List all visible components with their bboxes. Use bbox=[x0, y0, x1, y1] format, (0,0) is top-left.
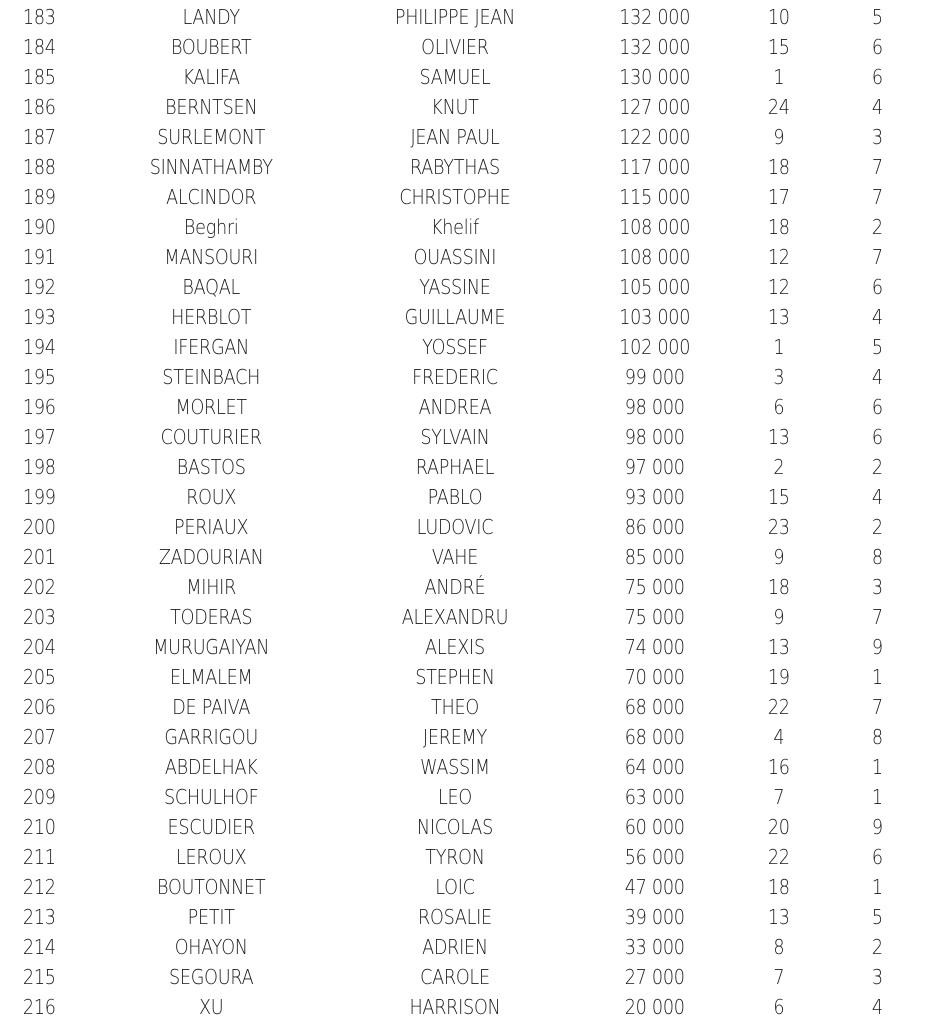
rank-cell: 190 bbox=[22, 215, 56, 239]
last-name-cell: LEROUX bbox=[176, 845, 247, 869]
rank-cell: 207 bbox=[22, 725, 56, 749]
last-name-cell: IFERGAN bbox=[173, 335, 250, 359]
last-name-cell: SEGOURA bbox=[169, 965, 254, 989]
amount-cell: 108 000 bbox=[619, 245, 691, 269]
score-cell: 3 bbox=[871, 965, 883, 989]
count-cell: 13 bbox=[767, 425, 790, 449]
first-name-cell: PABLO bbox=[427, 485, 483, 509]
first-name-cell: JEAN PAUL bbox=[410, 125, 500, 149]
last-name-cell: ELMALEM bbox=[169, 665, 253, 689]
first-name-cell: NICOLAS bbox=[416, 815, 493, 839]
score-cell: 4 bbox=[871, 305, 883, 329]
amount-cell: 127 000 bbox=[619, 95, 691, 119]
first-name-cell: SAMUEL bbox=[419, 65, 491, 89]
count-cell: 17 bbox=[767, 185, 790, 209]
count-cell: 24 bbox=[767, 95, 790, 119]
first-name-cell: CHRISTOPHE bbox=[399, 185, 511, 209]
first-name-cell: ALEXIS bbox=[425, 635, 485, 659]
count-cell: 6 bbox=[773, 995, 785, 1019]
score-cell: 1 bbox=[871, 665, 883, 689]
table-row bbox=[0, 152, 935, 182]
first-name-cell: ADRIEN bbox=[422, 935, 488, 959]
last-name-cell: LANDY bbox=[182, 5, 240, 29]
score-cell: 2 bbox=[871, 215, 883, 239]
amount-cell: 122 000 bbox=[619, 125, 691, 149]
score-cell: 8 bbox=[871, 545, 883, 569]
amount-cell: 27 000 bbox=[624, 965, 685, 989]
last-name-cell: SURLEMONT bbox=[157, 125, 266, 149]
count-cell: 9 bbox=[773, 545, 785, 569]
score-cell: 1 bbox=[871, 875, 883, 899]
table-row bbox=[0, 842, 935, 872]
amount-cell: 105 000 bbox=[619, 275, 691, 299]
first-name-cell: PHILIPPE JEAN bbox=[394, 5, 515, 29]
amount-cell: 56 000 bbox=[624, 845, 685, 869]
first-name-cell: RABYTHAS bbox=[409, 155, 500, 179]
rank-cell: 214 bbox=[22, 935, 56, 959]
table-row bbox=[0, 242, 935, 272]
amount-cell: 103 000 bbox=[619, 305, 691, 329]
first-name-cell: ALEXANDRU bbox=[401, 605, 509, 629]
table-row bbox=[0, 182, 935, 212]
first-name-cell: LUDOVIC bbox=[416, 515, 494, 539]
score-cell: 5 bbox=[871, 5, 883, 29]
first-name-cell: HARRISON bbox=[409, 995, 501, 1019]
first-name-cell: LOIC bbox=[435, 875, 475, 899]
last-name-cell: BASTOS bbox=[176, 455, 246, 479]
score-cell: 4 bbox=[871, 485, 883, 509]
table-row bbox=[0, 302, 935, 332]
count-cell: 13 bbox=[767, 635, 790, 659]
score-cell: 4 bbox=[871, 995, 883, 1019]
table-row bbox=[0, 212, 935, 242]
rank-cell: 185 bbox=[22, 65, 56, 89]
first-name-cell: FREDERIC bbox=[412, 365, 498, 389]
score-cell: 5 bbox=[871, 905, 883, 929]
table-row bbox=[0, 482, 935, 512]
last-name-cell: KALIFA bbox=[182, 65, 240, 89]
score-cell: 6 bbox=[871, 65, 883, 89]
rank-cell: 205 bbox=[22, 665, 56, 689]
table-row bbox=[0, 782, 935, 812]
score-cell: 6 bbox=[871, 275, 883, 299]
amount-cell: 115 000 bbox=[619, 185, 691, 209]
amount-cell: 98 000 bbox=[624, 425, 685, 449]
rank-cell: 195 bbox=[22, 365, 56, 389]
last-name-cell: MIHIR bbox=[186, 575, 237, 599]
first-name-cell: KNUT bbox=[431, 95, 479, 119]
rank-cell: 199 bbox=[22, 485, 56, 509]
first-name-cell: JEREMY bbox=[422, 725, 487, 749]
first-name-cell: Khelif bbox=[430, 215, 479, 239]
first-name-cell: STEPHEN bbox=[415, 665, 495, 689]
rank-cell: 186 bbox=[22, 95, 56, 119]
first-name-cell: WASSIM bbox=[420, 755, 490, 779]
last-name-cell: MANSOURI bbox=[164, 245, 259, 269]
first-name-cell: LEO bbox=[437, 785, 472, 809]
first-name-cell: TYRON bbox=[425, 845, 485, 869]
table-row bbox=[0, 962, 935, 992]
count-cell: 1 bbox=[773, 335, 785, 359]
rank-cell: 197 bbox=[22, 425, 56, 449]
score-cell: 6 bbox=[871, 35, 883, 59]
table-row bbox=[0, 932, 935, 962]
amount-cell: 64 000 bbox=[624, 755, 685, 779]
amount-cell: 99 000 bbox=[624, 365, 685, 389]
amount-cell: 130 000 bbox=[619, 65, 691, 89]
rank-cell: 212 bbox=[22, 875, 56, 899]
table-row bbox=[0, 902, 935, 932]
first-name-cell: VAHE bbox=[431, 545, 479, 569]
amount-cell: 75 000 bbox=[624, 605, 685, 629]
amount-cell: 86 000 bbox=[624, 515, 685, 539]
count-cell: 9 bbox=[773, 605, 785, 629]
amount-cell: 70 000 bbox=[624, 665, 685, 689]
score-cell: 4 bbox=[871, 365, 883, 389]
rank-cell: 216 bbox=[22, 995, 56, 1019]
amount-cell: 132 000 bbox=[619, 35, 691, 59]
count-cell: 15 bbox=[767, 485, 790, 509]
last-name-cell: GARRIGOU bbox=[164, 725, 258, 749]
table-row bbox=[0, 572, 935, 602]
table-row bbox=[0, 662, 935, 692]
table-row bbox=[0, 2, 935, 32]
last-name-cell: DE PAIVA bbox=[172, 695, 251, 719]
count-cell: 7 bbox=[773, 965, 785, 989]
score-cell: 7 bbox=[871, 605, 883, 629]
rank-cell: 187 bbox=[22, 125, 56, 149]
amount-cell: 97 000 bbox=[624, 455, 685, 479]
rank-cell: 209 bbox=[22, 785, 56, 809]
rank-cell: 191 bbox=[22, 245, 56, 269]
table-row bbox=[0, 92, 935, 122]
first-name-cell: CAROLE bbox=[420, 965, 490, 989]
score-cell: 2 bbox=[871, 935, 883, 959]
table-row bbox=[0, 32, 935, 62]
score-cell: 7 bbox=[871, 245, 883, 269]
last-name-cell: ROUX bbox=[186, 485, 237, 509]
count-cell: 12 bbox=[767, 275, 790, 299]
first-name-cell: GUILLAUME bbox=[404, 305, 506, 329]
last-name-cell: BOUBERT bbox=[170, 35, 252, 59]
count-cell: 23 bbox=[767, 515, 790, 539]
table-row bbox=[0, 512, 935, 542]
count-cell: 12 bbox=[767, 245, 790, 269]
rank-cell: 201 bbox=[22, 545, 56, 569]
count-cell: 22 bbox=[767, 845, 790, 869]
rank-cell: 198 bbox=[22, 455, 56, 479]
first-name-cell: OUASSINI bbox=[413, 245, 497, 269]
table-row bbox=[0, 332, 935, 362]
rank-cell: 183 bbox=[22, 5, 56, 29]
table-row bbox=[0, 722, 935, 752]
score-cell: 4 bbox=[871, 95, 883, 119]
amount-cell: 39 000 bbox=[624, 905, 685, 929]
rank-cell: 204 bbox=[22, 635, 56, 659]
rank-cell: 188 bbox=[22, 155, 56, 179]
last-name-cell: TODERAS bbox=[170, 605, 253, 629]
count-cell: 13 bbox=[767, 905, 790, 929]
amount-cell: 33 000 bbox=[624, 935, 685, 959]
last-name-cell: OHAYON bbox=[174, 935, 248, 959]
rank-cell: 194 bbox=[22, 335, 56, 359]
last-name-cell: XU bbox=[198, 995, 224, 1019]
count-cell: 7 bbox=[773, 785, 785, 809]
rank-cell: 192 bbox=[22, 275, 56, 299]
amount-cell: 75 000 bbox=[624, 575, 685, 599]
score-cell: 3 bbox=[871, 125, 883, 149]
score-cell: 1 bbox=[871, 785, 883, 809]
score-cell: 2 bbox=[871, 515, 883, 539]
last-name-cell: ALCINDOR bbox=[166, 185, 257, 209]
first-name-cell: YOSSEF bbox=[422, 335, 488, 359]
rank-cell: 208 bbox=[22, 755, 56, 779]
last-name-cell: SINNATHAMBY bbox=[149, 155, 273, 179]
score-cell: 2 bbox=[871, 455, 883, 479]
count-cell: 22 bbox=[767, 695, 790, 719]
amount-cell: 47 000 bbox=[624, 875, 685, 899]
amount-cell: 60 000 bbox=[624, 815, 685, 839]
rank-cell: 193 bbox=[22, 305, 56, 329]
table-row bbox=[0, 272, 935, 302]
amount-cell: 74 000 bbox=[624, 635, 685, 659]
count-cell: 8 bbox=[773, 935, 785, 959]
amount-cell: 68 000 bbox=[624, 725, 685, 749]
rank-cell: 184 bbox=[22, 35, 56, 59]
table-row bbox=[0, 542, 935, 572]
last-name-cell: BAQAL bbox=[182, 275, 241, 299]
last-name-cell: BOUTONNET bbox=[156, 875, 266, 899]
count-cell: 18 bbox=[767, 215, 790, 239]
last-name-cell: ESCUDIER bbox=[167, 815, 255, 839]
count-cell: 1 bbox=[773, 65, 785, 89]
last-name-cell: MORLET bbox=[175, 395, 247, 419]
rank-cell: 196 bbox=[22, 395, 56, 419]
amount-cell: 85 000 bbox=[624, 545, 685, 569]
score-cell: 3 bbox=[871, 575, 883, 599]
score-cell: 7 bbox=[871, 155, 883, 179]
last-name-cell: HERBLOT bbox=[171, 305, 252, 329]
table-row bbox=[0, 812, 935, 842]
first-name-cell: YASSINE bbox=[419, 275, 491, 299]
rank-cell: 203 bbox=[22, 605, 56, 629]
amount-cell: 68 000 bbox=[624, 695, 685, 719]
table-row bbox=[0, 122, 935, 152]
score-cell: 1 bbox=[871, 755, 883, 779]
rank-cell: 211 bbox=[22, 845, 56, 869]
first-name-cell: ANDRÉ bbox=[424, 575, 486, 599]
table-row bbox=[0, 602, 935, 632]
last-name-cell: ZADOURIAN bbox=[158, 545, 264, 569]
amount-cell: 132 000 bbox=[619, 5, 691, 29]
amount-cell: 98 000 bbox=[624, 395, 685, 419]
count-cell: 18 bbox=[767, 575, 790, 599]
score-cell: 6 bbox=[871, 395, 883, 419]
count-cell: 10 bbox=[767, 5, 790, 29]
amount-cell: 117 000 bbox=[619, 155, 691, 179]
table-row bbox=[0, 692, 935, 722]
table-row bbox=[0, 62, 935, 92]
table-row bbox=[0, 362, 935, 392]
count-cell: 4 bbox=[773, 725, 785, 749]
count-cell: 15 bbox=[767, 35, 790, 59]
rank-cell: 189 bbox=[22, 185, 56, 209]
table-row bbox=[0, 632, 935, 662]
score-cell: 7 bbox=[871, 695, 883, 719]
count-cell: 13 bbox=[767, 305, 790, 329]
first-name-cell: ROSALIE bbox=[418, 905, 492, 929]
amount-cell: 20 000 bbox=[624, 995, 685, 1019]
last-name-cell: PERIAUX bbox=[174, 515, 249, 539]
count-cell: 18 bbox=[767, 875, 790, 899]
table-row bbox=[0, 992, 935, 1022]
amount-cell: 102 000 bbox=[619, 335, 691, 359]
table-row bbox=[0, 452, 935, 482]
rank-cell: 206 bbox=[22, 695, 56, 719]
count-cell: 19 bbox=[767, 665, 790, 689]
table-row bbox=[0, 392, 935, 422]
rank-cell: 213 bbox=[22, 905, 56, 929]
score-cell: 6 bbox=[871, 425, 883, 449]
score-cell: 9 bbox=[871, 635, 883, 659]
count-cell: 9 bbox=[773, 125, 785, 149]
first-name-cell: OLIVIER bbox=[421, 35, 489, 59]
score-cell: 7 bbox=[871, 185, 883, 209]
table-row bbox=[0, 752, 935, 782]
last-name-cell: STEINBACH bbox=[162, 365, 261, 389]
first-name-cell: RAPHAEL bbox=[415, 455, 495, 479]
first-name-cell: THEO bbox=[431, 695, 479, 719]
amount-cell: 93 000 bbox=[624, 485, 685, 509]
amount-cell: 108 000 bbox=[619, 215, 691, 239]
table-row bbox=[0, 422, 935, 452]
score-cell: 6 bbox=[871, 845, 883, 869]
rank-cell: 215 bbox=[22, 965, 56, 989]
count-cell: 16 bbox=[767, 755, 790, 779]
table-row bbox=[0, 872, 935, 902]
last-name-cell: BERNTSEN bbox=[165, 95, 258, 119]
amount-cell: 63 000 bbox=[624, 785, 685, 809]
count-cell: 2 bbox=[773, 455, 785, 479]
last-name-cell: Beghri bbox=[183, 215, 239, 239]
last-name-cell: MURUGAIYAN bbox=[153, 635, 270, 659]
count-cell: 3 bbox=[773, 365, 785, 389]
count-cell: 20 bbox=[767, 815, 790, 839]
score-cell: 8 bbox=[871, 725, 883, 749]
last-name-cell: PETIT bbox=[187, 905, 235, 929]
rank-cell: 202 bbox=[22, 575, 56, 599]
score-cell: 9 bbox=[871, 815, 883, 839]
score-cell: 5 bbox=[871, 335, 883, 359]
last-name-cell: COUTURIER bbox=[160, 425, 262, 449]
first-name-cell: ANDREA bbox=[418, 395, 492, 419]
last-name-cell: ABDELHAK bbox=[164, 755, 258, 779]
rank-cell: 200 bbox=[22, 515, 56, 539]
rank-cell: 210 bbox=[22, 815, 56, 839]
count-cell: 18 bbox=[767, 155, 790, 179]
count-cell: 6 bbox=[773, 395, 785, 419]
first-name-cell: SYLVAIN bbox=[420, 425, 490, 449]
last-name-cell: SCHULHOF bbox=[163, 785, 259, 809]
